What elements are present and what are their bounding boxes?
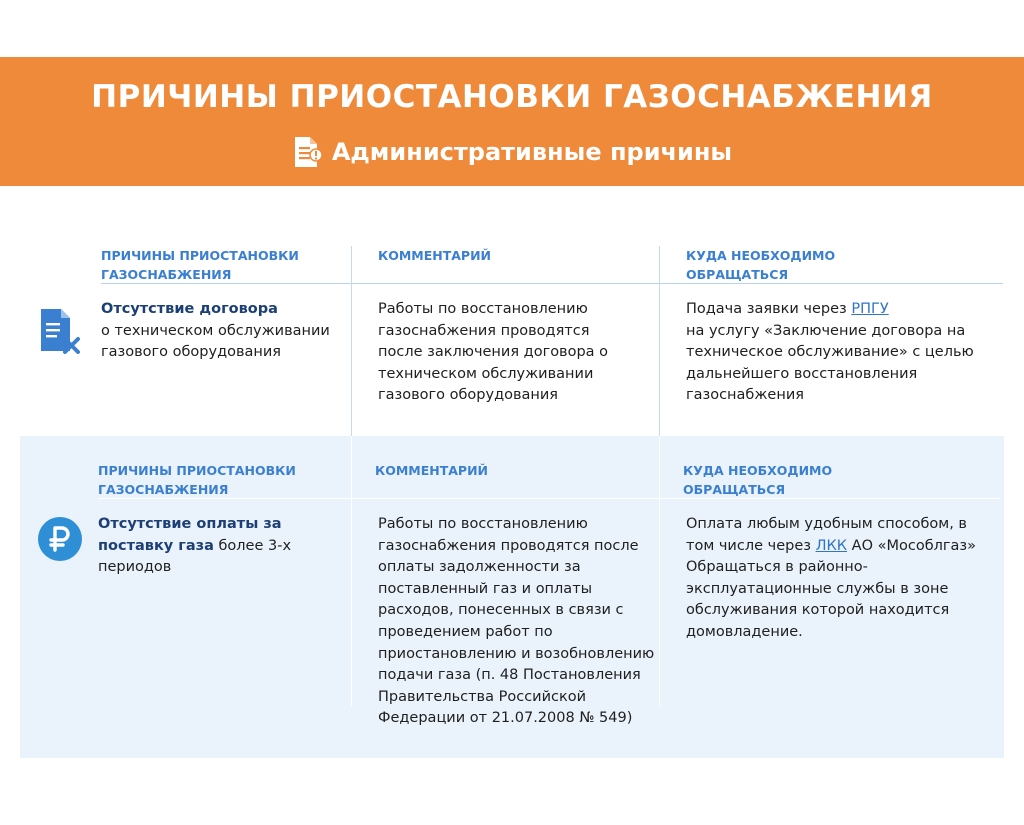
reason-title: Отсутствие договора	[101, 301, 278, 317]
reason-block-contract	[20, 240, 1004, 436]
header-divider	[101, 283, 1003, 284]
reason-cell	[98, 514, 308, 579]
document-cross-icon	[39, 307, 83, 357]
column-divider	[659, 246, 660, 436]
reason-detail: о техническом обслуживании газового оборудования	[101, 322, 330, 361]
where-cell	[686, 514, 976, 644]
header-divider	[98, 498, 1000, 499]
lkk-link[interactable]: ЛКК	[815, 537, 848, 554]
column-header-reason: ПРИЧИНЫ ПРИОСТАНОВКИ ГАЗОСНАБЖЕНИЯ	[98, 463, 296, 497]
column-header-where: КУДА НЕОБХОДИМО ОБРАЩАТЬСЯ	[683, 463, 833, 497]
comment-cell: Работы по восстановлению газоснабжения проводятся после заключения договора о техническом обслуживании газового оборудования	[378, 301, 609, 404]
where-text-post: АО «Мособлгаз» Обращаться в районно-эксплуатационные службы в зоне обслуживания которой находится домовладение.	[686, 537, 977, 640]
where-text-pre: Оплата любым удобным способом, в том числе через	[686, 516, 967, 554]
where-text-post: на услугу «Заключение договора на техническое обслуживание» с целью дальнейшего восстановления газоснабжения	[686, 322, 974, 404]
column-header-comment: КОММЕНТАРИЙ	[378, 248, 492, 263]
rpgu-link[interactable]: РПГУ	[851, 301, 889, 317]
column-header-where: КУДА НЕОБХОДИМО ОБРАЩАТЬСЯ	[686, 248, 836, 282]
where-cell	[686, 299, 976, 407]
reason-detail: более 3-х периодов	[98, 537, 292, 576]
reason-cell	[101, 299, 341, 364]
column-divider	[351, 436, 352, 706]
page-title: ПРИЧИНЫ ПРИОСТАНОВКИ ГАЗОСНАБЖЕНИЯ	[91, 79, 933, 115]
column-divider	[351, 246, 352, 436]
reason-title: Отсутствие оплаты за поставку газа	[98, 516, 282, 554]
section-subtitle	[0, 135, 1024, 169]
comment-cell: Работы по восстановлению газоснабжения проводятся после оплаты задолженности за поставленный газ и оплаты расходов, понесенных в связи с проведением работ по приостановлению и возобновлению подачи газа (п. 48 Постановления Правительства Российской Федерации от 21.07.2008 № 549)	[378, 516, 655, 727]
ruble-icon	[37, 516, 83, 562]
header-banner	[0, 57, 1024, 186]
column-header-reason: ПРИЧИНЫ ПРИОСТАНОВКИ ГАЗОСНАБЖЕНИЯ	[101, 248, 299, 282]
reason-block-payment	[20, 436, 1004, 758]
subtitle-text: Административные причины	[331, 138, 733, 166]
document-warning-icon	[292, 135, 322, 169]
where-text-pre: Подача заявки через	[686, 301, 852, 317]
column-header-comment: КОММЕНТАРИЙ	[375, 463, 489, 478]
